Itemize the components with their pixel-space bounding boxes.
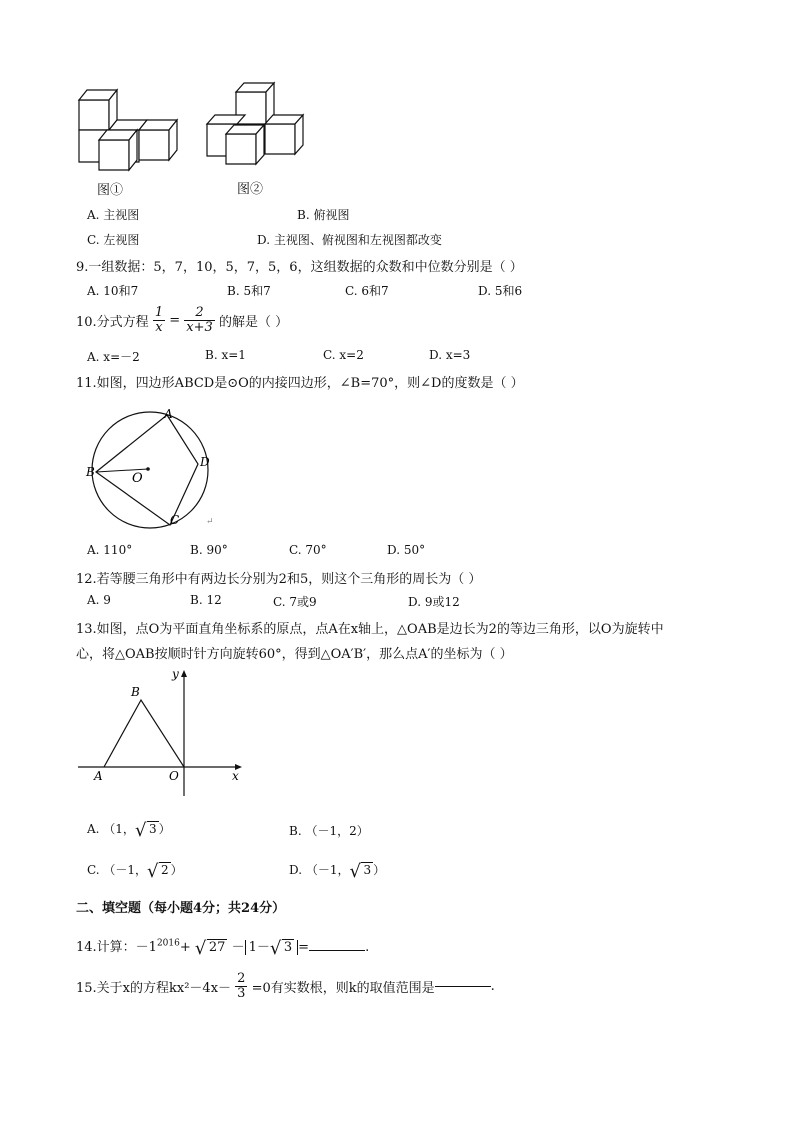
q9-option-d[interactable]: D. 5和6 — [478, 284, 523, 298]
q9-option-c[interactable]: C. 6和7 — [345, 284, 389, 298]
section-heading: 二、填空题（每小题4分；共24分） — [76, 901, 286, 916]
q13-stem-line1: 13.如图，点O为平面直角坐标系的原点，点A在x轴上，△OAB是边长为2的等边三角形，以O为旋转中 — [76, 622, 664, 637]
q10-option-c[interactable]: C. x=2 — [323, 348, 364, 362]
q9-option-b[interactable]: B. 5和7 — [227, 284, 271, 298]
figure-2-label: 图② — [237, 182, 264, 197]
label-a: A — [94, 769, 103, 783]
q8-option-c[interactable]: C. 左视图 — [87, 233, 140, 247]
q9-option-a[interactable]: A. 10和7 — [87, 284, 139, 298]
q14-plus: + — [179, 940, 191, 955]
q10-option-d[interactable]: D. x=3 — [429, 348, 471, 362]
q13-d-radicand: 3 — [363, 863, 372, 877]
q13-d-pre: D. （－1， — [289, 863, 350, 877]
q14-minus: － — [231, 940, 245, 955]
q10-frac1-num: 1 — [154, 305, 164, 320]
q9-stem: 9.一组数据：5，7，10，5，7，5，6，这组数据的众数和中位数分别是（ ） — [76, 260, 523, 275]
q15-frac-num: 2 — [237, 971, 246, 986]
q15-period: . — [490, 979, 495, 994]
q14-equals: = — [298, 940, 310, 955]
q10-fraction-left — [153, 306, 165, 335]
cube-figures — [74, 80, 314, 172]
label-o: O — [132, 471, 143, 486]
q14-abs-sqrt: √ 3 — [269, 938, 293, 959]
q13-c-post: ） — [170, 863, 183, 877]
q14-period: . — [365, 940, 370, 955]
q10-option-b[interactable]: B. x=1 — [205, 348, 246, 362]
q13-d-sqrt: √ 3 — [349, 861, 372, 882]
q11-option-b[interactable]: B. 90° — [190, 543, 228, 557]
q11-option-c[interactable]: C. 70° — [289, 543, 327, 557]
return-mark-icon: ↵ — [206, 517, 214, 527]
q8-option-a[interactable]: A. 主视图 — [87, 208, 140, 222]
y-axis-arrow — [181, 670, 187, 677]
q14-sqrt-27: √ 27 — [194, 938, 226, 959]
q13-option-c[interactable] — [87, 861, 183, 882]
label-a: A — [164, 407, 173, 421]
center-point — [146, 467, 150, 471]
q10-suffix: 的解是（ ） — [218, 315, 289, 330]
q12-stem: 12.若等腰三角形中有两边长分别为2和5，则这个三角形的周长为（ ） — [76, 572, 482, 587]
q14-answer-blank[interactable] — [309, 950, 365, 951]
q13-option-b[interactable]: B. （－1，2） — [289, 824, 369, 838]
q15-answer-blank[interactable] — [435, 986, 491, 987]
q10-prefix: 10.分式方程 — [76, 315, 149, 330]
q8-option-d[interactable]: D. 主视图、俯视图和左视图都改变 — [257, 233, 442, 247]
q15-suffix: =0有实数根，则k的取值范围是 — [251, 981, 435, 996]
q10-option-a[interactable]: A. x=－2 — [87, 350, 140, 364]
q13-c-radicand: 2 — [161, 863, 169, 877]
q13-coordinate-figure — [74, 664, 254, 800]
q15-fraction — [235, 972, 247, 1001]
q13-option-a[interactable] — [87, 820, 171, 841]
q10-frac1-den: x — [155, 320, 163, 335]
q13-a-post: ） — [158, 822, 171, 836]
label-x: x — [232, 769, 239, 783]
label-b: B — [131, 685, 140, 699]
q10-equals: = — [169, 313, 181, 328]
q13-stem-line2: 心，将△OAB按顺时针方向旋转60°，得到△OA′B′，那么点A′的坐标为（ ） — [76, 647, 513, 662]
q15-prefix: 15.关于x的方程kx²－4x－ — [76, 981, 232, 996]
q13-a-pre: A. （1， — [87, 822, 135, 836]
q13-d-post: ） — [373, 863, 386, 877]
q12-option-a[interactable]: A. 9 — [87, 593, 111, 607]
q13-a-sqrt: √ 3 — [134, 820, 157, 841]
label-d: D — [200, 455, 210, 469]
q12-option-d[interactable]: D. 9或12 — [408, 595, 460, 609]
q11-stem: 11.如图，四边形ABCD是⊙O的内接四边形，∠B=70°，则∠D的度数是（ ） — [76, 376, 524, 391]
q10-stem — [76, 306, 288, 335]
label-b: B — [86, 465, 95, 479]
q13-c-sqrt: √ 2 — [147, 861, 169, 882]
q13-c-pre: C. （－1， — [87, 863, 148, 877]
label-c: C — [170, 513, 180, 527]
q11-option-d[interactable]: D. 50° — [387, 543, 426, 557]
q11-circle-figure — [82, 404, 222, 534]
q15-stem — [76, 972, 495, 1001]
q10-frac2-num: 2 — [184, 306, 215, 321]
figure-1-label: 图① — [97, 183, 124, 198]
q14-absolute-value — [245, 938, 299, 959]
q12-option-c[interactable]: C. 7或9 — [273, 595, 317, 609]
figure-1-cubes — [79, 90, 177, 170]
label-o: O — [169, 769, 179, 783]
q14-prefix: 14.计算：－1 — [76, 940, 157, 955]
q14-abs-radicand: 3 — [283, 940, 293, 955]
q14-exponent: 2016 — [156, 938, 180, 949]
label-y: y — [172, 667, 179, 681]
q10-frac2-den: x+3 — [186, 320, 213, 335]
q14-abs-pre: 1－ — [248, 940, 270, 955]
triangle-oab — [104, 700, 184, 767]
q13-a-radicand: 3 — [148, 822, 157, 836]
q13-option-d[interactable] — [289, 861, 386, 882]
q14-radicand: 27 — [208, 940, 226, 955]
figure-2-cubes — [207, 83, 303, 164]
q14-stem — [76, 936, 370, 959]
q10-fraction-right — [184, 306, 215, 335]
q12-option-b[interactable]: B. 12 — [190, 593, 222, 607]
q15-frac-den: 3 — [237, 986, 246, 1001]
q8-option-b[interactable]: B. 俯视图 — [297, 208, 350, 222]
q11-option-a[interactable]: A. 110° — [87, 543, 133, 557]
